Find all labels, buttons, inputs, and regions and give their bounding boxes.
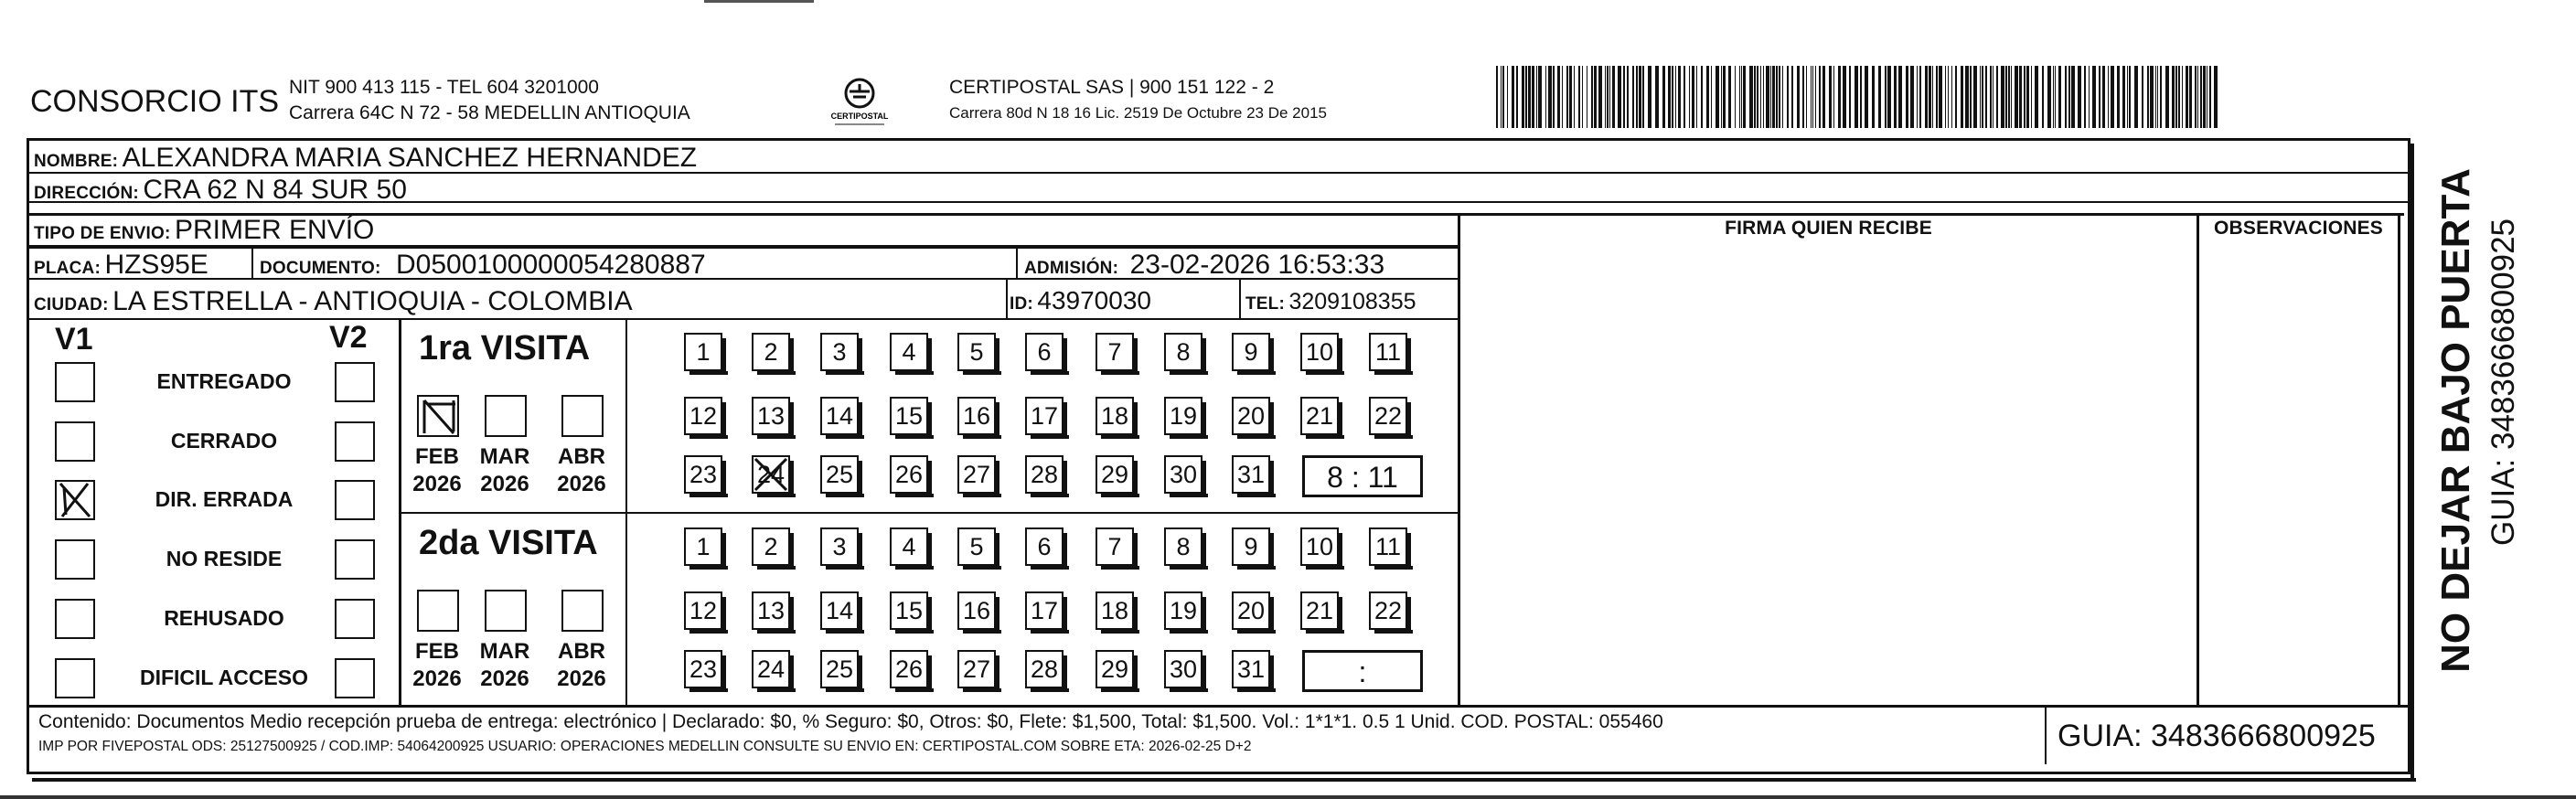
day-box[interactable] — [1300, 527, 1339, 566]
day-box[interactable] — [1096, 397, 1134, 435]
day-box[interactable] — [957, 591, 996, 630]
day-number: 21 — [1305, 597, 1334, 624]
footer-imp: IMP POR FIVEPOSTAL ODS: 25127500925 / COD.IMP: 54064200925 USUARIO: OPERACIONES MEDELLIN CONSULTE SU ENVIO EN: CERTIPOSTAL.COM SOBRE ETA: 2026-02-25 D+2 — [38, 739, 1252, 754]
company-address: Carrera 64C N 72 - 58 MEDELLIN ANTIOQUIA — [289, 102, 690, 123]
x-mark-icon — [752, 455, 790, 494]
side-guia: GUIA: 3483666800925 — [2485, 218, 2521, 547]
month-checkbox[interactable] — [485, 590, 527, 632]
nombre-value: ALEXANDRA MARIA SANCHEZ HERNANDEZ — [122, 143, 698, 173]
day-box[interactable] — [820, 455, 859, 494]
day-box[interactable] — [1232, 527, 1270, 566]
day-box[interactable] — [1025, 527, 1064, 566]
v1-checkbox[interactable] — [55, 421, 95, 462]
footer-guia: GUIA: 3483666800925 — [2058, 719, 2376, 753]
month-checkbox[interactable] — [417, 395, 459, 437]
status-label: DIR. ERRADA — [155, 487, 294, 511]
logo-text: CERTIPOSTAL — [830, 112, 889, 121]
admision-value: 23-02-2026 16:53:33 — [1129, 250, 1385, 280]
day-number: 31 — [1236, 655, 1266, 683]
barcode-graphic — [1496, 66, 2223, 128]
day-number: 28 — [1030, 655, 1059, 683]
day-box[interactable] — [890, 650, 928, 688]
day-number: 10 — [1305, 533, 1334, 560]
day-number: 2 — [764, 533, 778, 560]
day-number: 17 — [1030, 402, 1059, 430]
documento-value: D0500100000054280887 — [396, 250, 706, 280]
admision-label: ADMISIÓN: — [1024, 259, 1119, 278]
day-number: 19 — [1169, 597, 1198, 624]
day-box[interactable] — [1164, 455, 1202, 494]
day-box[interactable] — [820, 397, 859, 435]
time-box[interactable]: : — [1302, 650, 1423, 692]
day-number: 23 — [689, 655, 718, 683]
certipostal-address: Carrera 80d N 18 16 Lic. 2519 De Octubre 23 De 2015 — [949, 104, 1327, 122]
status-label: REHUSADO — [164, 606, 284, 630]
day-number: 4 — [902, 533, 916, 560]
day-box[interactable] — [1025, 333, 1064, 371]
day-box[interactable] — [1096, 455, 1134, 494]
company-nit: NIT 900 413 115 - TEL 604 3201000 — [289, 77, 599, 98]
day-box[interactable] — [890, 455, 928, 494]
day-number: 24 — [756, 461, 786, 488]
day-box[interactable] — [820, 333, 859, 371]
day-box[interactable] — [1369, 527, 1407, 566]
month-label — [554, 638, 609, 693]
day-box[interactable] — [1164, 397, 1202, 435]
visit-title: 1ra VISITA — [419, 329, 591, 368]
v2-checkbox[interactable] — [335, 362, 375, 402]
day-number: 27 — [962, 655, 991, 683]
day-number: 5 — [969, 338, 984, 366]
day-box[interactable] — [890, 333, 928, 371]
certipostal-logo — [828, 73, 892, 128]
day-box[interactable] — [1369, 397, 1407, 435]
tel-value: 3209108355 — [1288, 289, 1416, 314]
admision-row — [1024, 250, 1384, 281]
v2-checkbox[interactable] — [335, 539, 375, 580]
day-number: 29 — [1100, 461, 1129, 488]
day-box[interactable] — [1025, 650, 1064, 688]
day-number: 13 — [756, 402, 786, 430]
day-number: 8 — [1176, 533, 1191, 560]
day-box[interactable] — [1096, 333, 1134, 371]
day-box[interactable] — [1300, 591, 1339, 630]
day-box[interactable] — [752, 650, 790, 688]
ciudad-value: LA ESTRELLA - ANTIOQUIA - COLOMBIA — [112, 286, 633, 316]
tipo-row — [34, 215, 374, 246]
day-number: 4 — [902, 338, 916, 366]
v2-checkbox[interactable] — [335, 480, 375, 520]
day-number: 20 — [1236, 597, 1266, 624]
day-box[interactable] — [752, 527, 790, 566]
id-value: 43970030 — [1037, 286, 1151, 314]
day-number: 27 — [962, 461, 991, 488]
documento-label: DOCUMENTO: — [260, 259, 381, 278]
day-box[interactable] — [752, 397, 790, 435]
day-box[interactable] — [890, 527, 928, 566]
day-box[interactable] — [957, 455, 996, 494]
month-name: ABR — [558, 444, 605, 469]
month-label — [554, 443, 609, 498]
day-box[interactable] — [1164, 333, 1202, 371]
day-number: 14 — [825, 597, 854, 624]
month-checkbox[interactable] — [561, 395, 604, 437]
nombre-label: NOMBRE: — [34, 152, 119, 171]
day-number: 19 — [1169, 402, 1198, 430]
month-label — [477, 443, 532, 498]
footer-contenido: Contenido: Documentos Medio recepción prueba de entrega: electrónico | Declarado: $0, % Seguro: $0, Otros: $0, Flete: $1,500, Total: $1,500. Vol.: 1*1*1. 0.5 1 Unid. COD. POSTAL: 055460 — [38, 711, 1663, 732]
day-box[interactable] — [957, 527, 996, 566]
day-number: 23 — [689, 461, 718, 488]
day-box[interactable] — [1096, 591, 1134, 630]
day-number: 7 — [1107, 338, 1122, 366]
tipo-value: PRIMER ENVÍO — [175, 215, 375, 245]
direccion-label: DIRECCIÓN: — [34, 184, 139, 203]
month-name: FEB — [415, 639, 459, 664]
day-number: 21 — [1305, 402, 1334, 430]
barcode — [1496, 66, 2223, 128]
v1-checkbox[interactable] — [55, 599, 95, 639]
day-box[interactable] — [752, 455, 790, 494]
v2-header: V2 — [329, 320, 368, 355]
day-number: 31 — [1236, 461, 1266, 488]
company-name: CONSORCIO ITS — [30, 84, 280, 119]
month-year: 2026 — [480, 472, 529, 496]
day-box[interactable] — [684, 455, 722, 494]
day-box[interactable] — [1232, 650, 1270, 688]
ciudad-label: CIUDAD: — [34, 295, 109, 314]
day-number: 13 — [756, 597, 786, 624]
x-mark-icon — [57, 482, 93, 518]
day-box[interactable] — [1232, 333, 1270, 371]
observaciones-header: OBSERVACIONES — [2213, 218, 2384, 239]
day-box[interactable] — [1025, 455, 1064, 494]
tel-row — [1245, 289, 1416, 315]
day-box[interactable] — [684, 650, 722, 688]
v1-checkbox[interactable] — [55, 480, 95, 520]
month-checkbox[interactable] — [485, 395, 527, 437]
day-box[interactable] — [890, 591, 928, 630]
placa-label: PLACA: — [34, 259, 101, 278]
day-box[interactable] — [1164, 650, 1202, 688]
status-label: CERRADO — [170, 429, 278, 453]
day-number: 1 — [696, 338, 711, 366]
day-box[interactable] — [1300, 333, 1339, 371]
month-label — [410, 443, 465, 498]
day-box[interactable] — [684, 591, 722, 630]
v1-header: V1 — [55, 322, 93, 357]
placa-value: HZS95E — [104, 250, 208, 280]
v1-checkbox[interactable] — [55, 362, 95, 402]
day-box[interactable] — [890, 397, 928, 435]
day-number: 30 — [1169, 461, 1198, 488]
nombre-row — [34, 143, 697, 174]
id-row — [1010, 286, 1151, 315]
month-year: 2026 — [480, 666, 529, 691]
day-box[interactable] — [752, 333, 790, 371]
v2-checkbox[interactable] — [335, 421, 375, 462]
month-year: 2026 — [557, 472, 606, 496]
status-label: NO RESIDE — [166, 547, 283, 570]
day-number: 24 — [756, 655, 786, 683]
month-year: 2026 — [557, 666, 606, 691]
day-box[interactable] — [1025, 397, 1064, 435]
day-box[interactable] — [957, 650, 996, 688]
firma-header: FIRMA QUIEN RECIBE — [1725, 218, 1932, 239]
day-box[interactable] — [684, 333, 722, 371]
day-box[interactable] — [1300, 397, 1339, 435]
day-number: 18 — [1100, 597, 1129, 624]
placa-row — [34, 250, 208, 281]
day-box[interactable] — [752, 591, 790, 630]
day-number: 22 — [1374, 597, 1403, 624]
day-box[interactable] — [684, 527, 722, 566]
day-number: 22 — [1374, 402, 1403, 430]
documento-row — [260, 250, 706, 281]
day-number: 12 — [689, 402, 718, 430]
day-box[interactable] — [1096, 527, 1134, 566]
day-number: 5 — [969, 533, 984, 560]
day-number: 16 — [962, 402, 991, 430]
day-number: 18 — [1100, 402, 1129, 430]
month-year: 2026 — [412, 472, 462, 496]
v1-checkbox[interactable] — [55, 539, 95, 580]
day-number: 26 — [894, 655, 924, 683]
day-number: 6 — [1037, 338, 1052, 366]
day-box[interactable] — [1369, 591, 1407, 630]
tipo-label: TIPO DE ENVIO: — [34, 224, 171, 243]
day-number: 10 — [1305, 338, 1334, 366]
day-box[interactable] — [1232, 591, 1270, 630]
v2-checkbox[interactable] — [335, 658, 375, 698]
day-number: 12 — [689, 597, 718, 624]
day-number: 6 — [1037, 533, 1052, 560]
side-no-dejar: NO DEJAR BAJO PUERTA — [2433, 168, 2478, 673]
day-number: 2 — [764, 338, 778, 366]
certipostal-logo-icon — [828, 73, 892, 128]
day-box[interactable] — [684, 397, 722, 435]
day-number: 25 — [825, 655, 854, 683]
x-mark-icon — [419, 397, 457, 435]
day-number: 8 — [1176, 338, 1191, 366]
day-number: 16 — [962, 597, 991, 624]
month-name: FEB — [415, 444, 459, 469]
day-number: 15 — [894, 402, 924, 430]
day-box[interactable] — [1164, 591, 1202, 630]
v2-checkbox[interactable] — [335, 599, 375, 639]
month-name: ABR — [558, 639, 605, 664]
day-number: 25 — [825, 461, 854, 488]
day-number: 28 — [1030, 461, 1059, 488]
day-number: 9 — [1244, 338, 1258, 366]
day-box[interactable] — [820, 650, 859, 688]
day-number: 11 — [1374, 338, 1402, 366]
day-number: 1 — [696, 533, 711, 560]
day-number: 26 — [894, 461, 924, 488]
tel-label: TEL: — [1245, 294, 1286, 314]
day-number: 30 — [1169, 655, 1198, 683]
day-number: 20 — [1236, 402, 1266, 430]
direccion-row — [34, 175, 407, 206]
status-label: DIFICIL ACCESO — [139, 666, 308, 689]
month-label — [477, 638, 532, 693]
day-number: 15 — [894, 597, 924, 624]
certipostal-line: CERTIPOSTAL SAS | 900 151 122 - 2 — [949, 77, 1275, 98]
ciudad-row — [34, 286, 633, 317]
day-number: 3 — [832, 338, 847, 366]
month-name: MAR — [479, 444, 530, 469]
day-box[interactable] — [820, 591, 859, 630]
day-number: 29 — [1100, 655, 1129, 683]
visit-title: 2da VISITA — [419, 524, 598, 562]
day-box[interactable] — [957, 333, 996, 371]
month-name: MAR — [479, 639, 530, 664]
day-box[interactable] — [1096, 650, 1134, 688]
day-number: 17 — [1030, 597, 1059, 624]
month-year: 2026 — [412, 666, 462, 691]
month-label — [410, 638, 465, 693]
month-checkbox[interactable] — [561, 590, 604, 632]
time-box[interactable]: 8 : 11 — [1302, 455, 1423, 497]
direccion-value: CRA 62 N 84 SUR 50 — [143, 175, 407, 205]
day-box[interactable] — [1369, 333, 1407, 371]
day-number: 3 — [832, 533, 847, 560]
day-box[interactable] — [1025, 591, 1064, 630]
day-box[interactable] — [1232, 397, 1270, 435]
day-number: 11 — [1374, 533, 1402, 560]
month-checkbox[interactable] — [417, 590, 459, 632]
day-box[interactable] — [1164, 527, 1202, 566]
day-number: 14 — [825, 402, 854, 430]
status-label: ENTREGADO — [156, 369, 292, 393]
id-label: ID: — [1010, 294, 1033, 314]
day-box[interactable] — [1232, 455, 1270, 494]
day-box[interactable] — [820, 527, 859, 566]
day-box[interactable] — [957, 397, 996, 435]
day-number: 7 — [1107, 533, 1122, 560]
v1-checkbox[interactable] — [55, 658, 95, 698]
day-number: 9 — [1244, 533, 1258, 560]
